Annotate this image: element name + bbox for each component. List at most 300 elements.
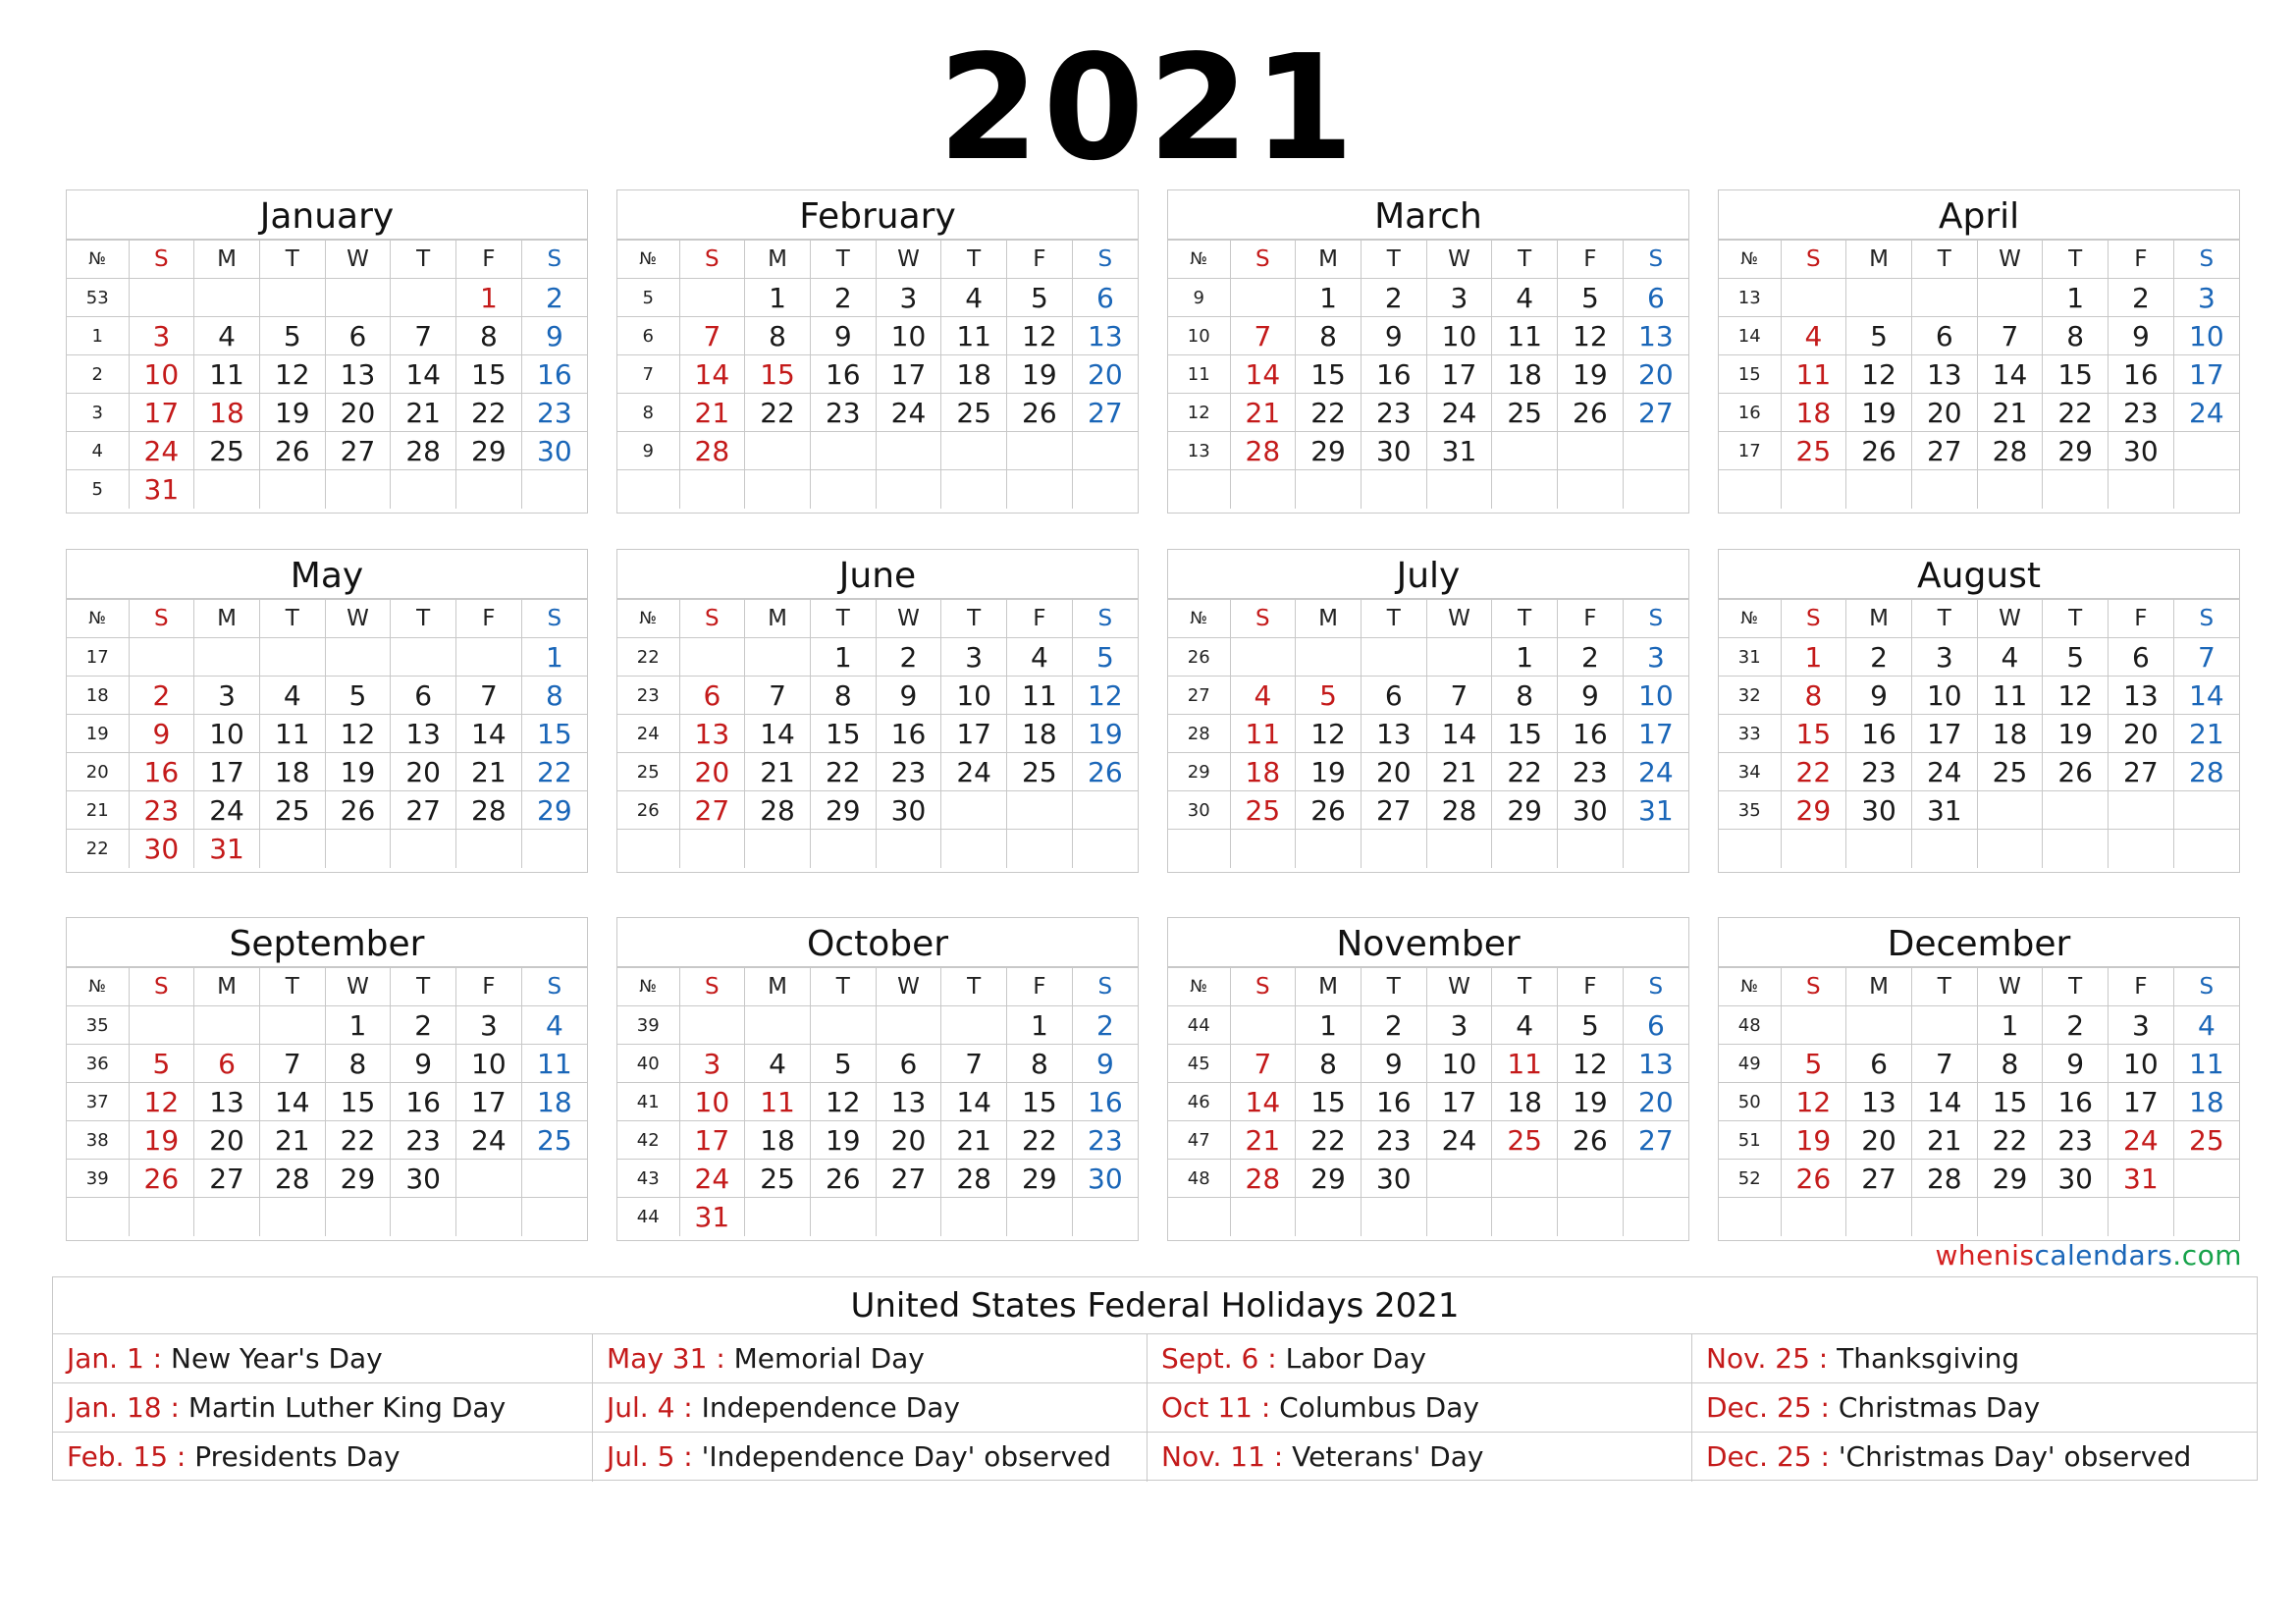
week-number: 34 bbox=[1719, 753, 1781, 791]
day-cell bbox=[1296, 830, 1362, 868]
holiday-date: Oct 11 : bbox=[1161, 1391, 1271, 1424]
brand-part-3: .com bbox=[2172, 1239, 2242, 1272]
week-number: 9 bbox=[617, 432, 679, 470]
day-cell: 22 bbox=[325, 1121, 391, 1160]
month-grid bbox=[1719, 240, 2239, 509]
day-cell: 3 bbox=[2109, 1006, 2174, 1045]
day-cell: 22 bbox=[810, 753, 876, 791]
week-row bbox=[1719, 394, 2239, 432]
day-cell: 13 bbox=[194, 1083, 260, 1121]
day-cell: 14 bbox=[1977, 355, 2043, 394]
month-october bbox=[616, 917, 1139, 1241]
day-cell: 22 bbox=[456, 394, 522, 432]
day-cell: 24 bbox=[194, 791, 260, 830]
month-name: May bbox=[67, 550, 587, 599]
day-cell bbox=[679, 638, 745, 677]
day-cell bbox=[1977, 279, 2043, 317]
day-cell bbox=[2109, 830, 2174, 868]
week-row bbox=[1168, 355, 1688, 394]
day-cell: 2 bbox=[1846, 638, 1912, 677]
day-cell: 23 bbox=[810, 394, 876, 432]
day-cell: 15 bbox=[325, 1083, 391, 1121]
day-cell: 7 bbox=[1911, 1045, 1977, 1083]
week-number bbox=[1168, 470, 1230, 509]
day-cell: 14 bbox=[1230, 355, 1296, 394]
weekday-header: T bbox=[391, 241, 456, 279]
day-cell: 6 bbox=[194, 1045, 260, 1083]
day-cell bbox=[2173, 470, 2239, 509]
day-cell: 31 bbox=[194, 830, 260, 868]
day-cell: 26 bbox=[2043, 753, 2109, 791]
day-cell bbox=[194, 1198, 260, 1236]
week-number: 45 bbox=[1168, 1045, 1230, 1083]
day-cell: 18 bbox=[1781, 394, 1846, 432]
week-row bbox=[67, 1198, 587, 1236]
day-cell bbox=[1492, 432, 1558, 470]
day-cell: 21 bbox=[1911, 1121, 1977, 1160]
week-row bbox=[617, 1083, 1138, 1121]
day-cell: 1 bbox=[1492, 638, 1558, 677]
day-cell bbox=[1007, 1198, 1073, 1236]
day-cell: 1 bbox=[745, 279, 811, 317]
day-cell: 11 bbox=[1977, 677, 2043, 715]
day-cell: 20 bbox=[391, 753, 456, 791]
day-cell: 22 bbox=[521, 753, 587, 791]
weekday-header: S bbox=[1230, 968, 1296, 1006]
week-row bbox=[1168, 753, 1688, 791]
day-cell: 16 bbox=[2043, 1083, 2109, 1121]
day-cell bbox=[876, 432, 941, 470]
day-cell: 25 bbox=[1781, 432, 1846, 470]
week-row bbox=[1719, 432, 2239, 470]
weekday-header: M bbox=[1846, 968, 1912, 1006]
day-cell: 9 bbox=[521, 317, 587, 355]
day-cell: 26 bbox=[1846, 432, 1912, 470]
day-cell: 27 bbox=[1846, 1160, 1912, 1198]
holiday-item bbox=[1692, 1383, 2257, 1433]
holiday-date: Jan. 1 : bbox=[67, 1342, 163, 1375]
week-row bbox=[617, 470, 1138, 509]
day-cell bbox=[1558, 470, 1624, 509]
day-cell: 16 bbox=[1846, 715, 1912, 753]
weekday-header: S bbox=[1781, 600, 1846, 638]
day-cell bbox=[876, 470, 941, 509]
day-cell bbox=[129, 1198, 194, 1236]
day-cell: 7 bbox=[1426, 677, 1492, 715]
holiday-item bbox=[593, 1433, 1148, 1482]
day-cell bbox=[194, 470, 260, 509]
weekday-header: T bbox=[259, 600, 325, 638]
day-cell: 13 bbox=[679, 715, 745, 753]
day-cell: 25 bbox=[745, 1160, 811, 1198]
day-cell: 1 bbox=[2043, 279, 2109, 317]
week-row bbox=[1719, 1160, 2239, 1198]
day-cell: 21 bbox=[941, 1121, 1007, 1160]
week-number: 17 bbox=[67, 638, 129, 677]
day-cell: 2 bbox=[1361, 1006, 1426, 1045]
week-row bbox=[1168, 279, 1688, 317]
day-cell: 10 bbox=[456, 1045, 522, 1083]
day-cell: 12 bbox=[129, 1083, 194, 1121]
day-cell bbox=[1361, 638, 1426, 677]
day-cell: 9 bbox=[129, 715, 194, 753]
week-number: 29 bbox=[1168, 753, 1230, 791]
weekday-header: T bbox=[941, 600, 1007, 638]
holidays-grid bbox=[53, 1334, 2257, 1482]
day-cell bbox=[1072, 830, 1138, 868]
day-cell bbox=[1911, 1198, 1977, 1236]
week-number: 15 bbox=[1719, 355, 1781, 394]
brand-watermark[interactable] bbox=[1935, 1239, 2242, 1272]
day-cell: 3 bbox=[2173, 279, 2239, 317]
day-cell: 12 bbox=[325, 715, 391, 753]
day-cell bbox=[941, 432, 1007, 470]
day-cell: 7 bbox=[2173, 638, 2239, 677]
day-cell: 12 bbox=[1558, 317, 1624, 355]
day-cell: 18 bbox=[1492, 1083, 1558, 1121]
week-number: 52 bbox=[1719, 1160, 1781, 1198]
week-number-header: № bbox=[1719, 241, 1781, 279]
day-cell: 1 bbox=[1296, 279, 1362, 317]
day-cell: 19 bbox=[1072, 715, 1138, 753]
week-row bbox=[617, 279, 1138, 317]
holiday-item bbox=[1692, 1433, 2257, 1482]
holiday-name: Labor Day bbox=[1276, 1342, 1426, 1375]
day-cell: 26 bbox=[810, 1160, 876, 1198]
week-number: 37 bbox=[67, 1083, 129, 1121]
day-cell: 10 bbox=[2173, 317, 2239, 355]
week-row bbox=[1719, 753, 2239, 791]
day-cell bbox=[1623, 432, 1688, 470]
week-number-header: № bbox=[617, 968, 679, 1006]
weekday-header: F bbox=[1558, 241, 1624, 279]
day-cell bbox=[1492, 830, 1558, 868]
day-cell: 15 bbox=[1007, 1083, 1073, 1121]
weekday-header: S bbox=[1230, 600, 1296, 638]
weekday-header: T bbox=[259, 968, 325, 1006]
day-cell: 7 bbox=[1230, 317, 1296, 355]
day-cell bbox=[941, 791, 1007, 830]
day-cell: 13 bbox=[2109, 677, 2174, 715]
weekday-header: W bbox=[876, 968, 941, 1006]
day-cell: 4 bbox=[521, 1006, 587, 1045]
day-cell bbox=[941, 470, 1007, 509]
day-cell: 9 bbox=[810, 317, 876, 355]
day-cell bbox=[745, 1006, 811, 1045]
day-cell: 5 bbox=[810, 1045, 876, 1083]
week-number-header: № bbox=[67, 968, 129, 1006]
day-cell: 2 bbox=[2109, 279, 2174, 317]
day-cell: 28 bbox=[1977, 432, 2043, 470]
holidays-title: United States Federal Holidays 2021 bbox=[53, 1277, 2257, 1334]
day-cell bbox=[745, 470, 811, 509]
week-number: 5 bbox=[67, 470, 129, 509]
day-cell bbox=[521, 1160, 587, 1198]
week-number: 19 bbox=[67, 715, 129, 753]
day-cell bbox=[1781, 279, 1846, 317]
day-cell: 21 bbox=[1230, 1121, 1296, 1160]
weekday-header: M bbox=[1296, 241, 1362, 279]
day-cell: 30 bbox=[129, 830, 194, 868]
day-cell: 30 bbox=[1072, 1160, 1138, 1198]
week-row bbox=[617, 1045, 1138, 1083]
day-cell: 11 bbox=[2173, 1045, 2239, 1083]
day-cell: 20 bbox=[679, 753, 745, 791]
day-cell bbox=[2109, 470, 2174, 509]
day-cell bbox=[1492, 1198, 1558, 1236]
holiday-date: Dec. 25 : bbox=[1706, 1440, 1830, 1473]
week-row bbox=[67, 677, 587, 715]
week-number: 25 bbox=[617, 753, 679, 791]
day-cell: 9 bbox=[876, 677, 941, 715]
weekday-header: F bbox=[456, 600, 522, 638]
week-row bbox=[617, 317, 1138, 355]
weekday-header: T bbox=[941, 968, 1007, 1006]
weekday-header: W bbox=[1977, 600, 2043, 638]
weekday-header: S bbox=[1623, 600, 1688, 638]
day-cell bbox=[259, 279, 325, 317]
week-number: 38 bbox=[67, 1121, 129, 1160]
week-number bbox=[617, 830, 679, 868]
week-row bbox=[67, 279, 587, 317]
day-cell bbox=[521, 830, 587, 868]
day-cell: 21 bbox=[456, 753, 522, 791]
month-july bbox=[1167, 549, 1689, 873]
day-cell: 7 bbox=[1230, 1045, 1296, 1083]
day-cell: 20 bbox=[1623, 1083, 1688, 1121]
day-cell bbox=[129, 279, 194, 317]
weekday-header: S bbox=[1072, 968, 1138, 1006]
week-number: 48 bbox=[1719, 1006, 1781, 1045]
day-cell: 16 bbox=[810, 355, 876, 394]
day-cell: 18 bbox=[194, 394, 260, 432]
weekday-header: S bbox=[1072, 600, 1138, 638]
month-name: November bbox=[1168, 918, 1688, 967]
day-cell: 10 bbox=[1426, 1045, 1492, 1083]
day-cell bbox=[1911, 830, 1977, 868]
day-cell: 27 bbox=[1361, 791, 1426, 830]
day-cell: 2 bbox=[1558, 638, 1624, 677]
day-cell: 3 bbox=[129, 317, 194, 355]
day-cell: 26 bbox=[1558, 1121, 1624, 1160]
day-cell bbox=[745, 830, 811, 868]
day-cell bbox=[1072, 470, 1138, 509]
day-cell: 12 bbox=[2043, 677, 2109, 715]
day-cell bbox=[1623, 830, 1688, 868]
day-cell: 9 bbox=[2043, 1045, 2109, 1083]
day-cell: 4 bbox=[1007, 638, 1073, 677]
month-june bbox=[616, 549, 1139, 873]
day-cell bbox=[1230, 830, 1296, 868]
day-cell: 29 bbox=[1007, 1160, 1073, 1198]
day-cell: 17 bbox=[1623, 715, 1688, 753]
day-cell: 20 bbox=[876, 1121, 941, 1160]
day-cell: 17 bbox=[876, 355, 941, 394]
year-title: 2021 bbox=[937, 24, 1359, 192]
weekday-header: S bbox=[521, 968, 587, 1006]
day-cell: 1 bbox=[1781, 638, 1846, 677]
day-cell: 30 bbox=[876, 791, 941, 830]
day-cell: 13 bbox=[1911, 355, 1977, 394]
day-cell: 12 bbox=[810, 1083, 876, 1121]
day-cell: 1 bbox=[1007, 1006, 1073, 1045]
day-cell: 8 bbox=[1781, 677, 1846, 715]
day-cell: 19 bbox=[129, 1121, 194, 1160]
week-row bbox=[1719, 1006, 2239, 1045]
day-cell bbox=[1230, 279, 1296, 317]
day-cell bbox=[1623, 1160, 1688, 1198]
day-cell: 14 bbox=[1230, 1083, 1296, 1121]
week-row bbox=[1168, 1045, 1688, 1083]
day-cell: 7 bbox=[745, 677, 811, 715]
day-cell: 17 bbox=[1911, 715, 1977, 753]
day-cell: 28 bbox=[391, 432, 456, 470]
week-row bbox=[67, 1006, 587, 1045]
day-cell: 7 bbox=[391, 317, 456, 355]
weekday-header: F bbox=[2109, 968, 2174, 1006]
weekday-header: T bbox=[259, 241, 325, 279]
day-cell: 22 bbox=[1296, 394, 1362, 432]
day-cell: 10 bbox=[2109, 1045, 2174, 1083]
day-cell: 13 bbox=[1072, 317, 1138, 355]
day-cell: 6 bbox=[391, 677, 456, 715]
week-row bbox=[1168, 1198, 1688, 1236]
week-number: 1 bbox=[67, 317, 129, 355]
holiday-name: 'Independence Day' observed bbox=[692, 1440, 1112, 1473]
weekday-header: F bbox=[456, 241, 522, 279]
day-cell bbox=[1846, 1006, 1912, 1045]
day-cell bbox=[810, 830, 876, 868]
day-cell bbox=[1781, 1006, 1846, 1045]
weekday-header: T bbox=[1492, 968, 1558, 1006]
day-cell: 3 bbox=[1623, 638, 1688, 677]
day-cell bbox=[745, 432, 811, 470]
day-cell: 15 bbox=[1296, 1083, 1362, 1121]
day-cell: 20 bbox=[1911, 394, 1977, 432]
day-cell: 8 bbox=[1296, 1045, 1362, 1083]
day-cell: 23 bbox=[876, 753, 941, 791]
week-row bbox=[617, 1160, 1138, 1198]
day-cell: 18 bbox=[1977, 715, 2043, 753]
weekday-header: M bbox=[1846, 241, 1912, 279]
day-cell: 3 bbox=[679, 1045, 745, 1083]
week-number: 10 bbox=[1168, 317, 1230, 355]
day-cell: 22 bbox=[1492, 753, 1558, 791]
day-cell: 25 bbox=[1492, 1121, 1558, 1160]
week-number bbox=[1168, 830, 1230, 868]
day-cell: 25 bbox=[941, 394, 1007, 432]
day-cell bbox=[2043, 830, 2109, 868]
day-cell: 10 bbox=[941, 677, 1007, 715]
week-row bbox=[67, 470, 587, 509]
day-cell: 24 bbox=[1426, 394, 1492, 432]
day-cell: 4 bbox=[941, 279, 1007, 317]
day-cell: 27 bbox=[876, 1160, 941, 1198]
day-cell: 5 bbox=[325, 677, 391, 715]
day-cell: 16 bbox=[521, 355, 587, 394]
day-cell: 21 bbox=[259, 1121, 325, 1160]
day-cell: 18 bbox=[941, 355, 1007, 394]
day-cell: 27 bbox=[391, 791, 456, 830]
week-number: 17 bbox=[1719, 432, 1781, 470]
day-cell: 5 bbox=[1781, 1045, 1846, 1083]
weekday-header: S bbox=[521, 241, 587, 279]
week-row bbox=[617, 1006, 1138, 1045]
month-name: April bbox=[1719, 190, 2239, 240]
day-cell: 19 bbox=[1846, 394, 1912, 432]
day-cell: 1 bbox=[1296, 1006, 1362, 1045]
day-cell: 15 bbox=[745, 355, 811, 394]
day-cell: 12 bbox=[1846, 355, 1912, 394]
holiday-date: Nov. 11 : bbox=[1161, 1440, 1284, 1473]
day-cell: 30 bbox=[1558, 791, 1624, 830]
day-cell: 25 bbox=[1007, 753, 1073, 791]
day-cell: 26 bbox=[1007, 394, 1073, 432]
day-cell: 25 bbox=[259, 791, 325, 830]
week-number: 13 bbox=[1719, 279, 1781, 317]
day-cell bbox=[194, 638, 260, 677]
weekday-header: S bbox=[2173, 968, 2239, 1006]
day-cell: 28 bbox=[1426, 791, 1492, 830]
week-row bbox=[1168, 432, 1688, 470]
day-cell bbox=[2173, 791, 2239, 830]
day-cell: 25 bbox=[194, 432, 260, 470]
day-cell: 23 bbox=[521, 394, 587, 432]
day-cell: 2 bbox=[129, 677, 194, 715]
day-cell: 6 bbox=[2109, 638, 2174, 677]
day-cell: 29 bbox=[325, 1160, 391, 1198]
day-cell: 24 bbox=[941, 753, 1007, 791]
day-cell: 17 bbox=[194, 753, 260, 791]
week-row bbox=[1719, 355, 2239, 394]
day-cell: 12 bbox=[1781, 1083, 1846, 1121]
week-row bbox=[67, 1160, 587, 1198]
day-cell: 6 bbox=[325, 317, 391, 355]
day-cell: 24 bbox=[129, 432, 194, 470]
weekday-header: M bbox=[1296, 968, 1362, 1006]
day-cell: 8 bbox=[2043, 317, 2109, 355]
day-cell: 31 bbox=[129, 470, 194, 509]
day-cell: 16 bbox=[129, 753, 194, 791]
day-cell: 3 bbox=[1426, 1006, 1492, 1045]
week-row bbox=[617, 1121, 1138, 1160]
month-august bbox=[1718, 549, 2240, 873]
holiday-date: Jan. 18 : bbox=[67, 1391, 180, 1424]
day-cell: 17 bbox=[679, 1121, 745, 1160]
day-cell bbox=[1072, 1198, 1138, 1236]
brand-part-1: whenis bbox=[1935, 1239, 2035, 1272]
day-cell: 4 bbox=[1230, 677, 1296, 715]
day-cell bbox=[259, 638, 325, 677]
week-row bbox=[1168, 394, 1688, 432]
day-cell bbox=[391, 830, 456, 868]
week-row bbox=[1719, 715, 2239, 753]
day-cell: 17 bbox=[941, 715, 1007, 753]
day-cell: 20 bbox=[194, 1121, 260, 1160]
day-cell: 22 bbox=[1781, 753, 1846, 791]
day-cell: 11 bbox=[941, 317, 1007, 355]
month-grid bbox=[617, 240, 1138, 509]
week-row bbox=[1168, 830, 1688, 868]
day-cell bbox=[129, 638, 194, 677]
week-row bbox=[1168, 1121, 1688, 1160]
day-cell: 1 bbox=[521, 638, 587, 677]
day-cell: 11 bbox=[194, 355, 260, 394]
day-cell: 14 bbox=[941, 1083, 1007, 1121]
week-number bbox=[1719, 470, 1781, 509]
day-cell: 28 bbox=[679, 432, 745, 470]
day-cell: 20 bbox=[1072, 355, 1138, 394]
